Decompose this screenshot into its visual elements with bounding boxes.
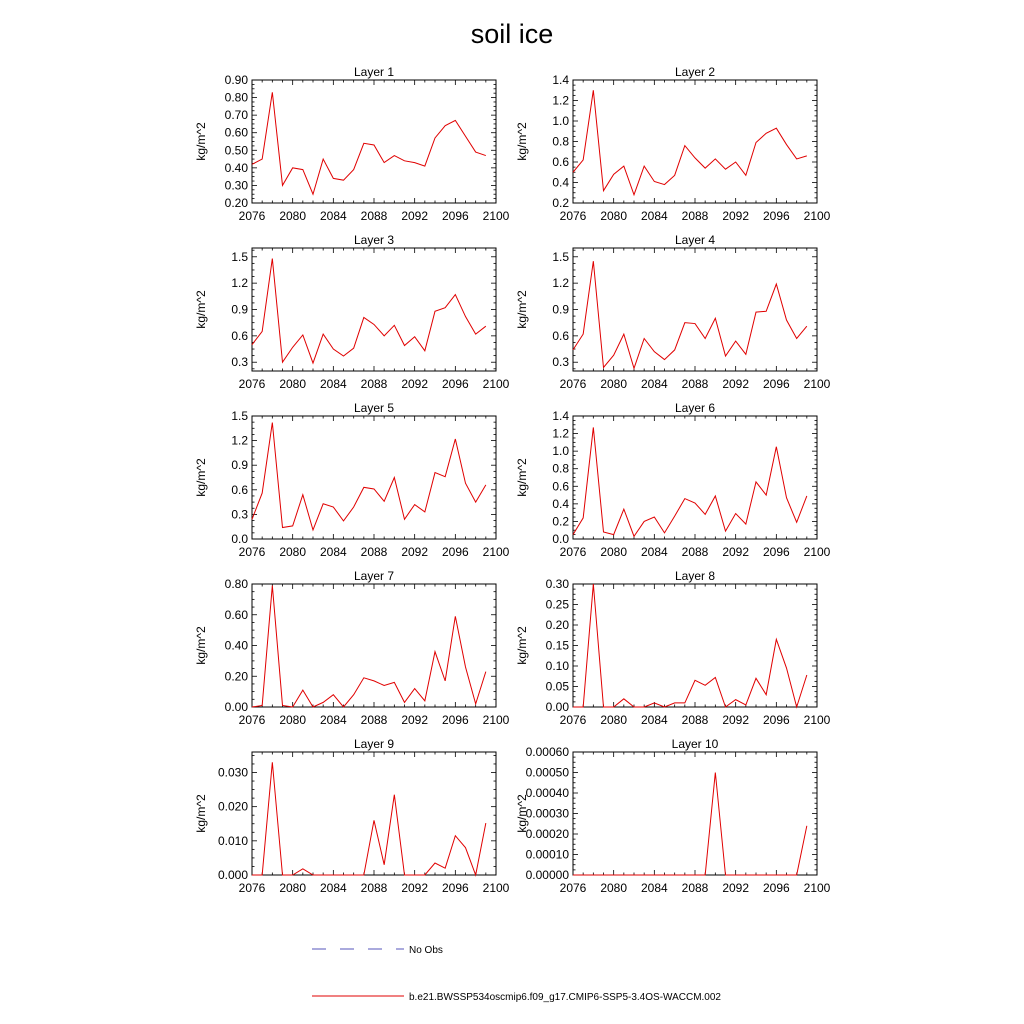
y-tick-label: 0.20 xyxy=(224,669,248,684)
panel-title: Layer 2 xyxy=(674,65,716,79)
x-tick-label: 2080 xyxy=(600,545,628,559)
y-tick-label: 0.00040 xyxy=(525,786,569,800)
y-tick-label: 0.00010 xyxy=(525,847,569,862)
y-tick-label: 0.00 xyxy=(224,700,248,714)
x-tick-label: 2100 xyxy=(482,881,510,895)
x-tick-label: 2080 xyxy=(279,377,307,391)
x-tick-label: 2092 xyxy=(401,209,429,223)
panel-title: Layer 8 xyxy=(674,569,716,583)
x-tick-label: 2100 xyxy=(482,209,510,223)
y-tick-label: 0.80 xyxy=(224,577,248,591)
x-tick-label: 2092 xyxy=(722,209,750,223)
x-tick-label: 2100 xyxy=(803,545,831,559)
series-line xyxy=(573,584,807,707)
y-tick-label: 0.3 xyxy=(552,355,569,370)
x-tick-label: 2084 xyxy=(640,377,668,391)
y-axis-label: kg/m^2 xyxy=(515,626,529,665)
x-tick-label: 2080 xyxy=(279,881,307,895)
x-tick-label: 2100 xyxy=(482,377,510,391)
y-tick-label: 0.030 xyxy=(217,765,248,780)
x-tick-label: 2084 xyxy=(640,209,668,223)
x-tick-label: 2092 xyxy=(401,545,429,559)
x-tick-label: 2100 xyxy=(482,713,510,727)
x-tick-label: 2080 xyxy=(279,713,307,727)
y-tick-label: 0.6 xyxy=(231,482,248,497)
y-tick-label: 1.4 xyxy=(552,73,569,87)
plot-frame xyxy=(573,416,817,539)
x-tick-label: 2076 xyxy=(238,209,266,223)
x-tick-label: 2076 xyxy=(559,209,587,223)
x-tick-label: 2096 xyxy=(762,377,790,391)
panel-title: Layer 4 xyxy=(674,233,716,247)
x-tick-label: 2076 xyxy=(238,713,266,727)
panel-title: Layer 10 xyxy=(671,737,719,751)
y-tick-label: 0.6 xyxy=(552,479,569,494)
y-tick-label: 0.010 xyxy=(217,833,248,848)
y-tick-label: 0.2 xyxy=(552,196,569,210)
x-tick-label: 2080 xyxy=(279,209,307,223)
plot-frame xyxy=(573,80,817,203)
x-tick-label: 2076 xyxy=(238,377,266,391)
y-tick-label: 0.3 xyxy=(231,507,248,522)
x-tick-label: 2100 xyxy=(803,713,831,727)
y-tick-label: 1.5 xyxy=(231,409,248,423)
y-tick-label: 0.00 xyxy=(545,700,569,714)
x-tick-label: 2084 xyxy=(640,713,668,727)
x-tick-label: 2096 xyxy=(441,209,469,223)
y-tick-label: 0.8 xyxy=(552,134,569,149)
y-tick-label: 0.05 xyxy=(545,679,569,694)
y-tick-label: 0.80 xyxy=(224,90,248,105)
panel-layer-5 xyxy=(194,401,510,559)
y-tick-label: 0.30 xyxy=(545,577,569,591)
x-tick-label: 2092 xyxy=(722,713,750,727)
panel-layer-7 xyxy=(194,569,510,727)
x-tick-label: 2084 xyxy=(640,545,668,559)
series-line xyxy=(573,90,807,195)
series-line xyxy=(573,427,807,536)
x-tick-label: 2092 xyxy=(722,545,750,559)
y-axis-label: kg/m^2 xyxy=(515,122,529,161)
series-line xyxy=(252,762,486,875)
x-tick-label: 2100 xyxy=(803,377,831,391)
x-tick-label: 2092 xyxy=(722,881,750,895)
x-tick-label: 2096 xyxy=(441,377,469,391)
x-tick-label: 2088 xyxy=(360,377,388,391)
panel-title: Layer 7 xyxy=(353,569,395,583)
x-tick-label: 2076 xyxy=(559,881,587,895)
x-tick-label: 2092 xyxy=(401,713,429,727)
x-tick-label: 2084 xyxy=(319,545,347,559)
y-axis-label: kg/m^2 xyxy=(515,794,529,833)
x-tick-label: 2080 xyxy=(279,545,307,559)
y-tick-label: 0.20 xyxy=(224,196,248,210)
legend xyxy=(312,945,721,1003)
x-tick-label: 2076 xyxy=(559,377,587,391)
x-tick-label: 2092 xyxy=(401,377,429,391)
x-tick-label: 2088 xyxy=(681,881,709,895)
panel-title: Layer 9 xyxy=(353,737,395,751)
plot-frame xyxy=(573,248,817,371)
x-tick-label: 2096 xyxy=(762,209,790,223)
y-tick-label: 0.4 xyxy=(552,496,569,511)
x-tick-label: 2096 xyxy=(441,881,469,895)
x-tick-label: 2084 xyxy=(640,881,668,895)
y-tick-label: 0.00050 xyxy=(525,765,569,780)
y-tick-label: 1.4 xyxy=(552,409,569,423)
y-tick-label: 1.5 xyxy=(552,249,569,264)
y-tick-label: 0.25 xyxy=(545,597,569,612)
y-tick-label: 0.0 xyxy=(552,532,569,546)
x-tick-label: 2088 xyxy=(681,377,709,391)
y-tick-label: 0.10 xyxy=(545,659,569,673)
x-tick-label: 2084 xyxy=(319,713,347,727)
y-tick-label: 0.40 xyxy=(224,160,248,175)
x-tick-label: 2096 xyxy=(762,545,790,559)
series-line xyxy=(573,773,807,876)
panel-title: Layer 6 xyxy=(674,401,716,415)
y-tick-label: 0.9 xyxy=(552,302,569,317)
panel-title: Layer 5 xyxy=(353,401,395,415)
x-tick-label: 2088 xyxy=(360,713,388,727)
y-tick-label: 0.50 xyxy=(224,143,248,158)
x-tick-label: 2088 xyxy=(681,545,709,559)
y-axis-label: kg/m^2 xyxy=(194,290,208,329)
plot-frame xyxy=(252,80,496,203)
y-tick-label: 0.60 xyxy=(224,607,248,622)
y-tick-label: 0.15 xyxy=(545,638,569,653)
y-tick-label: 0.6 xyxy=(231,328,248,343)
y-axis-label: kg/m^2 xyxy=(194,458,208,497)
y-tick-label: 1.2 xyxy=(231,276,248,291)
plot-frame xyxy=(573,752,817,875)
x-tick-label: 2088 xyxy=(360,545,388,559)
y-tick-label: 0.0 xyxy=(231,532,248,546)
x-tick-label: 2092 xyxy=(722,377,750,391)
y-tick-label: 0.60 xyxy=(224,125,248,140)
y-tick-label: 1.0 xyxy=(552,114,569,128)
x-tick-label: 2092 xyxy=(401,881,429,895)
panel-layer-4 xyxy=(515,233,831,391)
y-tick-label: 0.8 xyxy=(552,461,569,476)
x-tick-label: 2100 xyxy=(482,545,510,559)
x-tick-label: 2100 xyxy=(803,209,831,223)
x-tick-label: 2076 xyxy=(559,545,587,559)
plot-frame xyxy=(573,584,817,707)
series-line xyxy=(252,259,486,364)
y-tick-label: 0.2 xyxy=(552,514,569,529)
x-tick-label: 2080 xyxy=(600,881,628,895)
x-tick-label: 2088 xyxy=(681,713,709,727)
series-line xyxy=(573,261,807,368)
x-tick-label: 2080 xyxy=(600,713,628,727)
panels xyxy=(194,65,831,895)
y-tick-label: 1.2 xyxy=(231,433,248,448)
y-tick-label: 0.70 xyxy=(224,108,248,123)
x-tick-label: 2096 xyxy=(762,881,790,895)
series-line xyxy=(252,423,486,530)
y-tick-label: 1.2 xyxy=(552,93,569,108)
panel-layer-9 xyxy=(194,737,510,895)
x-tick-label: 2088 xyxy=(360,881,388,895)
panel-title: Layer 3 xyxy=(353,233,395,247)
x-tick-label: 2088 xyxy=(360,209,388,223)
y-tick-label: 0.00000 xyxy=(525,868,569,882)
legend-model-label: b.e21.BWSSP534oscmip6.f09_g17.CMIP6-SSP5-3.4OS-WACCM.002 xyxy=(409,992,721,1003)
x-tick-label: 2088 xyxy=(681,209,709,223)
panel-layer-10 xyxy=(515,737,831,895)
y-tick-label: 0.30 xyxy=(224,178,248,193)
y-tick-label: 1.2 xyxy=(552,276,569,291)
x-tick-label: 2076 xyxy=(238,881,266,895)
panel-layer-3 xyxy=(194,233,510,391)
y-tick-label: 0.3 xyxy=(231,355,248,370)
y-tick-label: 0.00030 xyxy=(525,806,569,821)
x-tick-label: 2080 xyxy=(600,209,628,223)
y-axis-label: kg/m^2 xyxy=(194,122,208,161)
y-axis-label: kg/m^2 xyxy=(194,794,208,833)
y-tick-label: 0.020 xyxy=(217,799,248,814)
x-tick-label: 2084 xyxy=(319,209,347,223)
y-axis-label: kg/m^2 xyxy=(194,626,208,665)
y-tick-label: 0.6 xyxy=(552,328,569,343)
y-tick-label: 1.0 xyxy=(552,444,569,459)
series-line xyxy=(252,586,486,707)
panel-title: Layer 1 xyxy=(353,65,395,79)
y-tick-label: 0.9 xyxy=(231,458,248,473)
y-tick-label: 1.5 xyxy=(231,249,248,264)
y-tick-label: 0.90 xyxy=(224,73,248,87)
y-tick-label: 0.00020 xyxy=(525,827,569,841)
x-tick-label: 2100 xyxy=(803,881,831,895)
x-tick-label: 2096 xyxy=(762,713,790,727)
y-tick-label: 0.00060 xyxy=(525,745,569,759)
panel-layer-2 xyxy=(515,65,831,223)
x-tick-label: 2076 xyxy=(559,713,587,727)
y-axis-label: kg/m^2 xyxy=(515,290,529,329)
y-tick-label: 0.000 xyxy=(217,868,248,882)
x-tick-label: 2076 xyxy=(238,545,266,559)
figure-title: soil ice xyxy=(470,19,554,49)
y-tick-label: 0.6 xyxy=(552,155,569,169)
panel-layer-1 xyxy=(194,65,510,223)
panel-layer-8 xyxy=(515,569,831,727)
x-tick-label: 2084 xyxy=(319,881,347,895)
y-tick-label: 0.20 xyxy=(545,618,569,632)
x-tick-label: 2084 xyxy=(319,377,347,391)
y-tick-label: 0.4 xyxy=(552,175,569,190)
y-tick-label: 1.2 xyxy=(552,426,569,441)
legend-obs-label: No Obs xyxy=(409,945,443,956)
x-tick-label: 2096 xyxy=(441,545,469,559)
panel-layer-6 xyxy=(515,401,831,559)
plot-frame xyxy=(252,584,496,707)
plot-frame xyxy=(252,752,496,875)
x-tick-label: 2096 xyxy=(441,713,469,727)
y-tick-label: 0.40 xyxy=(224,638,248,653)
x-tick-label: 2080 xyxy=(600,377,628,391)
y-tick-label: 0.9 xyxy=(231,302,248,317)
series-line xyxy=(252,92,486,194)
y-axis-label: kg/m^2 xyxy=(515,458,529,497)
plot-frame xyxy=(252,416,496,539)
